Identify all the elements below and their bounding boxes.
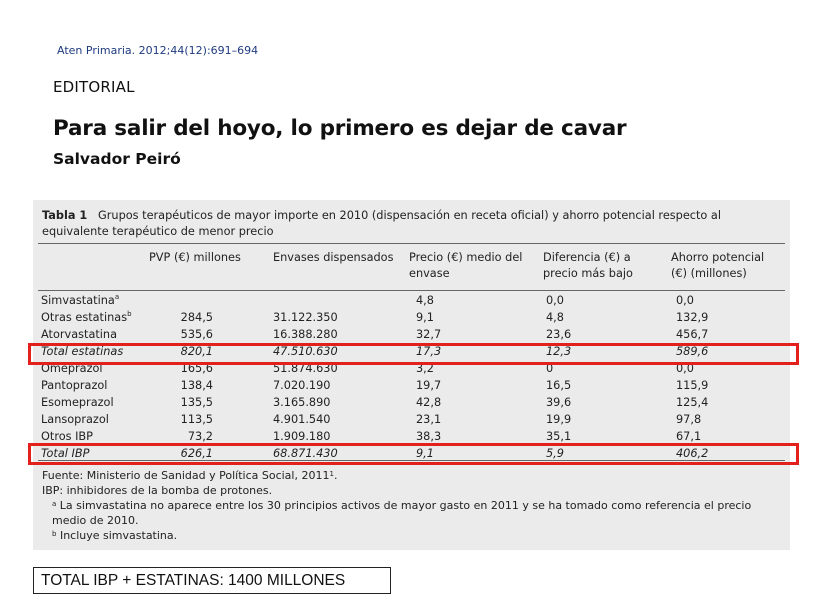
table-caption (42, 208, 780, 239)
table-cell-diferencia: 23,6 (546, 328, 572, 341)
table-row (33, 327, 790, 344)
table-cell-ahorro: 132,9 (676, 311, 709, 324)
table-cell-envases: 51.874.630 (273, 362, 338, 375)
table-cell-precio: 32,7 (416, 328, 442, 341)
table-cell-diferencia: 35,1 (546, 430, 572, 443)
section-label: EDITORIAL (53, 78, 135, 96)
table-cell-diferencia: 0 (546, 362, 554, 375)
table-cell-ahorro: 406,2 (676, 447, 709, 460)
table-cell-ahorro: 0,0 (676, 294, 694, 307)
table-cell-pvp: 113,5 (180, 413, 213, 426)
table-row (33, 293, 790, 310)
table-cell-precio: 17,3 (416, 345, 442, 358)
table-cell-name: Total estatinas (41, 345, 124, 358)
table-cell-name: Omeprazol (41, 362, 103, 375)
header-diferencia: Diferencia (€) a precio más bajo (543, 251, 633, 280)
table-cell-ahorro: 0,0 (676, 362, 694, 375)
table-notes (42, 468, 782, 543)
table-cell-diferencia: 19,9 (546, 413, 572, 426)
table-cell-envases: 4.901.540 (273, 413, 331, 426)
table-cell-name: Esomeprazol (41, 396, 114, 409)
table-cell-name: Lansoprazol (41, 413, 109, 426)
table-cell-diferencia: 4,8 (546, 311, 564, 324)
table-cell-name: Otras estatinas$^b$ (41, 310, 132, 324)
table-cell-envases: 68.871.430 (273, 447, 338, 460)
note-source: Fuente: Ministerio de Sanidad y Política Social, 2011$^1$. (42, 469, 338, 482)
highlight-total-estatinas (28, 343, 799, 365)
table-cell-diferencia: 12,3 (546, 345, 572, 358)
table-caption-text: Grupos terapéuticos de mayor importe en 2010 (dispensación en receta oficial) y ahorro potencial respecto al equivalente terapéutico de menor precio (42, 209, 721, 238)
table-cell-ahorro: 97,8 (676, 413, 702, 426)
table-label: Tabla 1 (42, 209, 88, 222)
table-cell-name: Atorvastatina (41, 328, 118, 341)
header-pvp: PVP (€) millones (149, 251, 241, 264)
table-cell-precio: 4,8 (416, 294, 434, 307)
table-cell-pvp: 73,2 (187, 430, 213, 443)
article-title: Para salir del hoyo, lo primero es dejar de cavar (53, 116, 627, 141)
table-cell-pvp: 284,5 (180, 311, 213, 324)
table-cell-ahorro: 589,6 (676, 345, 709, 358)
summary-box: TOTAL IBP + ESTATINAS: 1400 MILLONES (33, 567, 391, 594)
table-row (33, 310, 790, 327)
table-cell-envases: 7.020.190 (273, 379, 331, 392)
header-envases: Envases dispensados (273, 251, 394, 264)
table-cell-ahorro: 456,7 (676, 328, 709, 341)
table-cell-ahorro: 125,4 (676, 396, 709, 409)
header-precio: Precio (€) medio del envase (409, 251, 523, 280)
table-cell-precio: 23,1 (416, 413, 442, 426)
table-cell-name: Pantoprazol (41, 379, 108, 392)
table-cell-envases: 1.909.180 (273, 430, 331, 443)
table-cell-envases: 47.510.630 (273, 345, 338, 358)
table-rule-header (38, 290, 785, 291)
table-cell-precio: 38,3 (416, 430, 442, 443)
note-abbrev: IBP: inhibidores de la bomba de protones. (42, 484, 273, 497)
table-cell-pvp: 626,1 (180, 447, 213, 460)
highlight-total-ibp (28, 443, 799, 465)
table-cell-diferencia: 16,5 (546, 379, 572, 392)
table-cell-diferencia: 0,0 (546, 294, 564, 307)
note-a: $^a$ La simvastatina no aparece entre los 30 principios activos de mayor gasto en 2011 y se ha tomado como referencia el precio medio de 2010. (52, 499, 752, 527)
table-cell-pvp: 138,4 (180, 379, 213, 392)
table-panel (33, 200, 790, 550)
note-b: $^b$ Incluye simvastatina. (52, 529, 178, 542)
table-cell-precio: 19,7 (416, 379, 442, 392)
table-cell-precio: 9,1 (416, 311, 434, 324)
table-cell-envases: 16.388.280 (273, 328, 338, 341)
table-cell-ahorro: 115,9 (676, 379, 709, 392)
table-cell-pvp: 135,5 (180, 396, 213, 409)
journal-reference: Aten Primaria. 2012;44(12):691–694 (57, 44, 259, 57)
table-cell-diferencia: 39,6 (546, 396, 572, 409)
table-cell-precio: 9,1 (416, 447, 434, 460)
table-cell-envases: 31.122.350 (273, 311, 338, 324)
table-cell-name: Simvastatina$^a$ (41, 293, 120, 307)
table-rule-top (38, 243, 785, 244)
table-cell-precio: 42,8 (416, 396, 442, 409)
table-row (33, 378, 790, 395)
table-cell-name: Total IBP (41, 447, 90, 460)
table-cell-envases: 3.165.890 (273, 396, 331, 409)
table-cell-precio: 3,2 (416, 362, 434, 375)
table-cell-pvp: 165,6 (180, 362, 213, 375)
table-cell-pvp: 820,1 (180, 345, 213, 358)
table-cell-diferencia: 5,9 (546, 447, 564, 460)
article-author: Salvador Peiró (53, 150, 181, 168)
table-cell-name: Otros IBP (41, 430, 93, 443)
table-row (33, 412, 790, 429)
table-row (33, 395, 790, 412)
table-cell-ahorro: 67,1 (676, 430, 702, 443)
table-cell-pvp: 535,6 (180, 328, 213, 341)
header-ahorro: Ahorro potencial (€) (millones) (671, 251, 765, 280)
